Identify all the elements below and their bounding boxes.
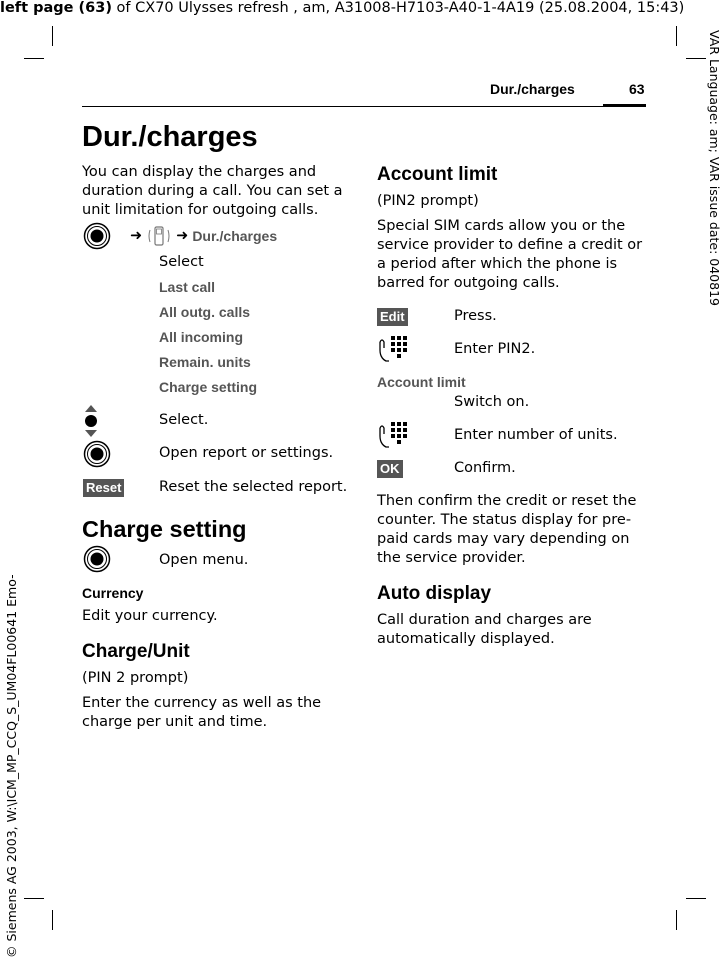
- body-text: Special SIM cards allow you or the service provider to define a credit or a period after which the phone is barred for outgoing calls.: [377, 218, 643, 291]
- step-description: Press.: [454, 308, 497, 324]
- nav-up-down-icon: [84, 405, 98, 437]
- crop-mark: [24, 58, 44, 59]
- page-title: Dur./charges: [82, 121, 258, 153]
- subheading: Currency: [82, 585, 144, 601]
- keypad-icon: [377, 334, 409, 364]
- side-note-right: VAR Language: am; VAR issue date: 040819: [707, 30, 722, 306]
- menu-item: All outg. calls: [159, 304, 251, 320]
- nav-arrow: ➜: [176, 227, 189, 244]
- running-head-rule-thick: [603, 104, 646, 107]
- nav-menu-label: Dur./charges: [192, 228, 278, 244]
- menu-item: Last call: [159, 279, 216, 295]
- pin-prompt: (PIN2 prompt): [377, 193, 479, 209]
- print-header-info: of CX70 Ulysses refresh , am, A31008-H7103-A40-1-4A19 (25.08.2004, 15:43): [111, 0, 685, 16]
- crop-mark: [686, 898, 706, 899]
- nav-arrow: ➜: [130, 227, 143, 244]
- crop-mark: [24, 898, 44, 899]
- nav-path: [130, 226, 277, 246]
- edit-softkey: Edit: [377, 308, 408, 326]
- print-header: [0, 0, 684, 16]
- side-note-left: © Siemens AG 2003, W:\ICM_MP_CCQ_S_UM04FL00641 Emo-: [4, 574, 19, 958]
- crop-mark: [52, 910, 53, 930]
- crop-mark: [52, 26, 53, 46]
- running-head-page: 63: [629, 81, 645, 97]
- step-description: Switch on.: [454, 394, 530, 410]
- body-text: Call duration and charges are automatically displayed.: [377, 612, 592, 647]
- menu-item: Charge setting: [159, 379, 258, 395]
- subsection-heading: Account limit: [377, 164, 498, 185]
- menu-item: Remain. units: [159, 354, 251, 370]
- reset-softkey: Reset: [83, 479, 124, 497]
- menu-item: Account limit: [377, 374, 466, 390]
- ok-softkey: OK: [377, 460, 403, 478]
- select-label: Select: [159, 254, 204, 270]
- subsection-heading: Auto display: [377, 583, 492, 604]
- running-head-title: Dur./charges: [490, 81, 575, 97]
- keypad-icon: [377, 420, 409, 450]
- step-description: Open report or settings.: [159, 445, 334, 461]
- step-description: Enter number of units.: [454, 427, 618, 443]
- print-header-page: left page (63): [0, 0, 112, 16]
- body-text: Then confirm the credit or reset the counter. The status display for pre-paid cards may vary depending on the service provider.: [377, 493, 637, 566]
- mobile-phone-icon: [146, 226, 172, 246]
- running-head-rule: [82, 106, 646, 107]
- intro-text: You can display the charges and duration during a call. You can set a unit limitation for outgoing calls.: [82, 164, 343, 218]
- crop-mark: [686, 58, 706, 59]
- nav-center-key-icon: [83, 545, 111, 573]
- menu-item: All incoming: [159, 329, 243, 345]
- step-description: Enter PIN2.: [454, 341, 536, 357]
- step-description: Confirm.: [454, 460, 516, 476]
- nav-center-key-icon: [83, 440, 111, 468]
- step-description: Select.: [159, 412, 209, 428]
- step-description: Open menu.: [159, 552, 249, 568]
- section-heading: Charge setting: [82, 516, 247, 542]
- pin-prompt: (PIN 2 prompt): [82, 670, 189, 686]
- step-description: Reset the selected report.: [159, 479, 348, 495]
- subsection-heading: Charge/Unit: [82, 641, 190, 662]
- body-text: Edit your currency.: [82, 608, 218, 624]
- nav-center-key-icon: [83, 222, 111, 250]
- crop-mark: [676, 910, 677, 930]
- crop-mark: [676, 26, 677, 46]
- body-text: Enter the currency as well as the charge per unit and time.: [82, 695, 322, 730]
